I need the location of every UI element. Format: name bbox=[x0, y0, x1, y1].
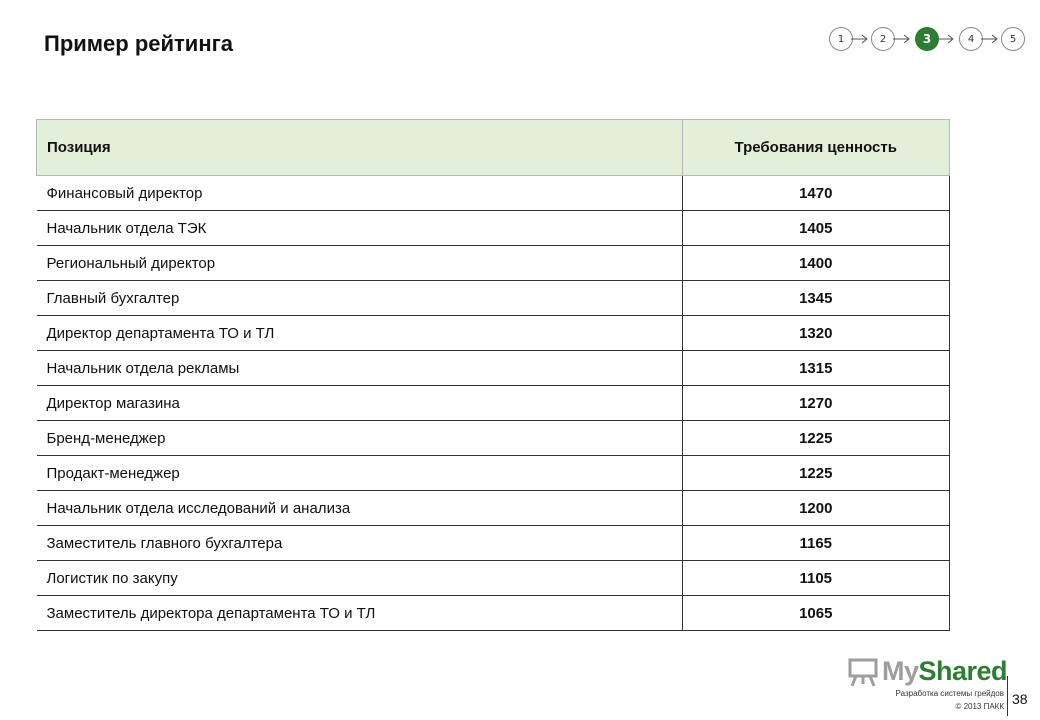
presentation-board-icon bbox=[848, 658, 878, 688]
position-cell: Заместитель главного бухгалтера bbox=[37, 526, 683, 561]
column-header-position: Позиция bbox=[37, 120, 683, 176]
value-cell: 1225 bbox=[682, 421, 950, 456]
position-cell: Начальник отдела исследований и анализа bbox=[37, 491, 683, 526]
page-number: 38 bbox=[1012, 691, 1028, 707]
value-cell: 1105 bbox=[682, 561, 950, 596]
position-cell: Региональный директор bbox=[37, 246, 683, 281]
value-cell: 1165 bbox=[682, 526, 950, 561]
footer-divider bbox=[1007, 676, 1008, 716]
position-cell: Заместитель директора департамента ТО и ТЛ bbox=[37, 596, 683, 631]
arrow-right-icon bbox=[851, 32, 869, 46]
position-cell: Бренд-менеджер bbox=[37, 421, 683, 456]
table-header-row bbox=[37, 120, 950, 176]
value-cell: 1225 bbox=[682, 456, 950, 491]
arrow-right-icon bbox=[893, 32, 911, 46]
table-row bbox=[37, 351, 950, 386]
value-cell: 1405 bbox=[682, 211, 950, 246]
footer-copyright: © 2013 ПАКК bbox=[955, 702, 1004, 711]
table-row bbox=[37, 456, 950, 491]
position-cell: Продакт-менеджер bbox=[37, 456, 683, 491]
logo-wordmark: MyShared bbox=[882, 656, 1008, 686]
progress-stepper bbox=[829, 27, 1029, 53]
arrow-right-icon bbox=[937, 32, 955, 46]
table-row bbox=[37, 491, 950, 526]
table-row bbox=[37, 421, 950, 456]
table-row bbox=[37, 246, 950, 281]
table-row bbox=[37, 561, 950, 596]
column-header-value: Требования ценность bbox=[682, 120, 950, 176]
position-cell: Директор магазина bbox=[37, 386, 683, 421]
step-5[interactable]: 5 bbox=[1001, 27, 1025, 51]
myshared-logo[interactable] bbox=[848, 656, 1008, 690]
value-cell: 1065 bbox=[682, 596, 950, 631]
position-cell: Финансовый директор bbox=[37, 176, 683, 211]
position-cell: Логистик по закупу bbox=[37, 561, 683, 596]
position-cell: Начальник отдела рекламы bbox=[37, 351, 683, 386]
position-cell: Директор департамента ТО и ТЛ bbox=[37, 316, 683, 351]
step-3[interactable]: 3 bbox=[915, 27, 939, 51]
value-cell: 1400 bbox=[682, 246, 950, 281]
step-4[interactable]: 4 bbox=[959, 27, 983, 51]
footer-project-name: Разработка системы грейдов bbox=[895, 689, 1004, 698]
table-row bbox=[37, 281, 950, 316]
value-cell: 1470 bbox=[682, 176, 950, 211]
table-row bbox=[37, 596, 950, 631]
value-cell: 1320 bbox=[682, 316, 950, 351]
table-row bbox=[37, 211, 950, 246]
arrow-right-icon bbox=[981, 32, 999, 46]
slide-title: Пример рейтинга bbox=[44, 31, 234, 56]
step-1[interactable]: 1 bbox=[829, 27, 853, 51]
position-cell: Начальник отдела ТЭК bbox=[37, 211, 683, 246]
table-row bbox=[37, 176, 950, 211]
table-row bbox=[37, 386, 950, 421]
value-cell: 1200 bbox=[682, 491, 950, 526]
value-cell: 1345 bbox=[682, 281, 950, 316]
position-cell: Главный бухгалтер bbox=[37, 281, 683, 316]
value-cell: 1270 bbox=[682, 386, 950, 421]
rating-table bbox=[36, 119, 950, 631]
table-row bbox=[37, 316, 950, 351]
table-row bbox=[37, 526, 950, 561]
step-2[interactable]: 2 bbox=[871, 27, 895, 51]
value-cell: 1315 bbox=[682, 351, 950, 386]
